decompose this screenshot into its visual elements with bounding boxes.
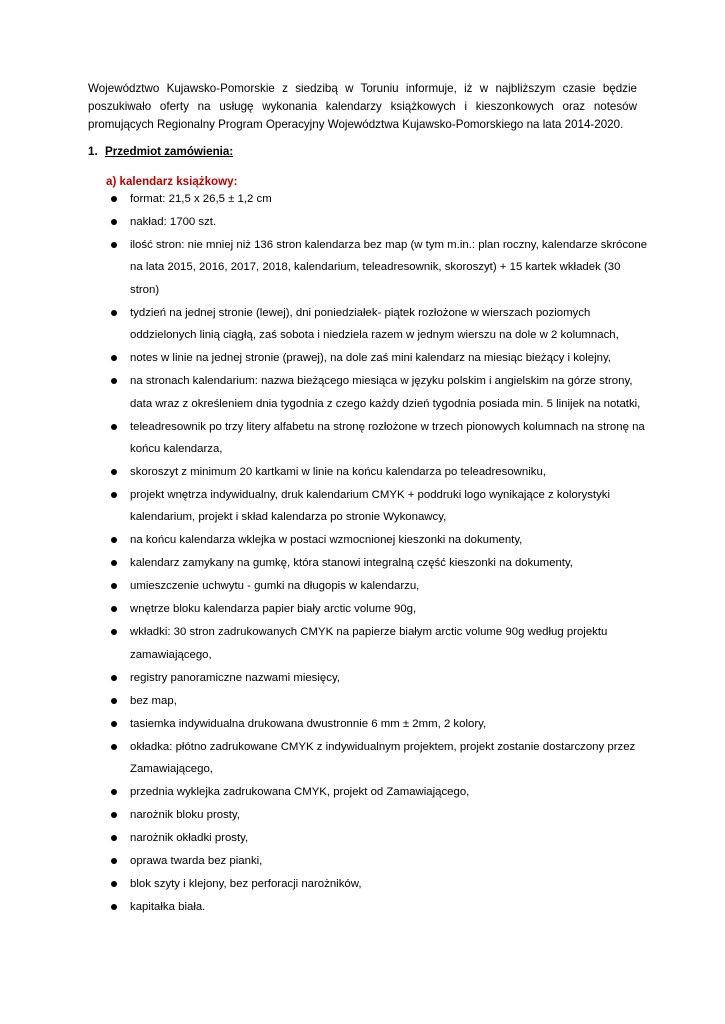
- list-item: [88, 575, 648, 597]
- bullet-icon: [111, 629, 117, 635]
- list-item-text: wnętrze bloku kalendarza papier biały arctic volume 90g,: [130, 603, 417, 616]
- list-item: [88, 370, 648, 415]
- list-item: [88, 850, 648, 872]
- list-item-text: bez map,: [130, 694, 177, 707]
- list-item: [88, 713, 648, 735]
- bullet-icon: [111, 242, 117, 248]
- list-item-text: oprawa twarda bez pianki,: [130, 855, 263, 868]
- list-item-text: okładka: płótno zadrukowane CMYK z indywidualnym projektem, projekt zostanie dostarczony przez Zamawiającego,: [130, 740, 636, 776]
- bullet-icon: [111, 219, 117, 225]
- bullet-icon: [111, 355, 117, 361]
- list-item: [88, 552, 648, 574]
- list-item: [88, 598, 648, 620]
- bullet-icon: [111, 492, 117, 498]
- list-item-text: narożnik okładki prosty,: [130, 832, 249, 845]
- list-item-text: registry panoramiczne nazwami miesięcy,: [130, 671, 340, 684]
- list-item: [88, 188, 648, 210]
- list-item: [88, 484, 648, 529]
- bullet-icon: [111, 835, 117, 841]
- list-item: [88, 873, 648, 895]
- list-item-text: notes w linie na jednej stronie (prawej), na dole zaś mini kalendarz na miesiąc bieżący i kolejny,: [130, 352, 611, 365]
- bullet-icon: [111, 881, 117, 887]
- section-title: Przedmiot zamówienia:: [105, 145, 234, 158]
- bullet-icon: [111, 424, 117, 430]
- list-item: [88, 667, 648, 689]
- list-item: [88, 781, 648, 803]
- bullet-icon: [111, 904, 117, 910]
- list-item-text: tasiemka indywidualna drukowana dwustronnie 6 mm ± 2mm, 2 kolory,: [130, 717, 487, 730]
- list-item-text: narożnik bloku prosty,: [130, 809, 240, 822]
- bullet-icon: [111, 606, 117, 612]
- list-item-text: na końcu kalendarza wklejka w postaci wzmocnionej kieszonki na dokumenty,: [130, 534, 523, 547]
- list-item: [88, 302, 648, 347]
- bullet-icon: [111, 560, 117, 566]
- list-item-text: nakład: 1700 szt.: [130, 216, 217, 228]
- section-number: 1.: [88, 145, 98, 158]
- list-item-text: projekt wnętrza indywidualny, druk kalendarium CMYK + poddruki logo wynikające z kolorystyki kalendarium, projekt i skład kalendarza po stronie Wykonawcy,: [130, 489, 610, 524]
- bullet-icon: [111, 378, 117, 384]
- bullet-icon: [111, 812, 117, 818]
- list-item-text: ilość stron: nie mniej niż 136 stron kalendarza bez map (w tym m.in.: plan roczny, kalendarze skrócone na lata 2015, 2016, 2017, 2018, kalendarium, teleadresownik, skoroszyt) + 15 kartek wkładek (30 stron): [130, 239, 648, 296]
- list-item: [88, 347, 648, 369]
- list-item-text: kapitałka biała.: [130, 901, 206, 914]
- list-item-text: format: 21,5 x 26,5 ± 1,2 cm: [130, 193, 272, 205]
- list-item: [88, 529, 648, 551]
- intro-paragraph: Województwo Kujawsko-Pomorskie z siedzibą w Toruniu informuje, iż w najbliższym czasie będzie poszukiwało oferty na usługę wykonania kalendarzy książkowych i kieszonkowych oraz notesów promujących Regionalny Program Operacyjny Województwa Kujawsko-Pomorskiego na lata 2014-2020.: [88, 82, 637, 131]
- list-item-text: teleadresownik po trzy litery alfabetu na stronę rozłożone w trzech pionowych kolumnach na stronę na końcu kalendarza,: [130, 420, 645, 456]
- list-item: [88, 234, 648, 301]
- bullet-list: [88, 188, 648, 919]
- list-item: [88, 896, 648, 918]
- bullet-icon: [111, 196, 117, 202]
- bullet-icon: [111, 469, 117, 475]
- list-item-text: umieszczenie uchwytu - gumki na długopis w kalendarzu,: [130, 580, 420, 593]
- list-item-text: blok szyty i klejony, bez perforacji narożników,: [130, 878, 362, 891]
- list-item: [88, 804, 648, 826]
- list-item-text: tydzień na jednej stronie (lewej), dni poniedziałek- piątek rozłożone w wierszach poziomych oddzielonych linią ciągłą, zaś sobota i niedziela razem w jednym wierszu na dole w 2 kolumnach,: [130, 306, 619, 342]
- list-item: [88, 690, 648, 712]
- list-item-text: skoroszyt z minimum 20 kartkami w linie na końcu kalendarza po teleadresowniku,: [130, 466, 546, 479]
- bullet-icon: [111, 721, 117, 727]
- bullet-icon: [111, 675, 117, 681]
- list-item-text: przednia wyklejka zadrukowana CMYK, projekt od Zamawiającego,: [130, 786, 470, 799]
- bullet-icon: [111, 789, 117, 795]
- list-item-text: kalendarz zamykany na gumkę, która stanowi integralną część kieszonki na dokumenty,: [130, 557, 573, 570]
- bullet-icon: [111, 583, 117, 589]
- list-item: [88, 211, 648, 233]
- bullet-icon: [111, 537, 117, 543]
- list-item-text: na stronach kalendarium: nazwa bieżącego miesiąca w języku polskim i angielskim na górze strony, data wraz z określeniem dnia tygodnia z czego każdy dzień tygodnia posiada min. 5 linijek na notatki,: [130, 375, 641, 410]
- bullet-icon: [111, 858, 117, 864]
- list-item: [88, 621, 648, 666]
- list-item: [88, 461, 648, 483]
- list-item: [88, 416, 648, 461]
- subsection-title: a) kalendarz książkowy:: [106, 175, 238, 188]
- list-item-text: wkładki: 30 stron zadrukowanych CMYK na papierze białym arctic volume 90g według projektu zamawiającego,: [130, 626, 608, 661]
- bullet-icon: [111, 744, 117, 750]
- list-item: [88, 736, 648, 781]
- list-item: [88, 827, 648, 849]
- bullet-icon: [111, 698, 117, 704]
- bullet-icon: [111, 310, 117, 316]
- section-heading: [88, 145, 233, 158]
